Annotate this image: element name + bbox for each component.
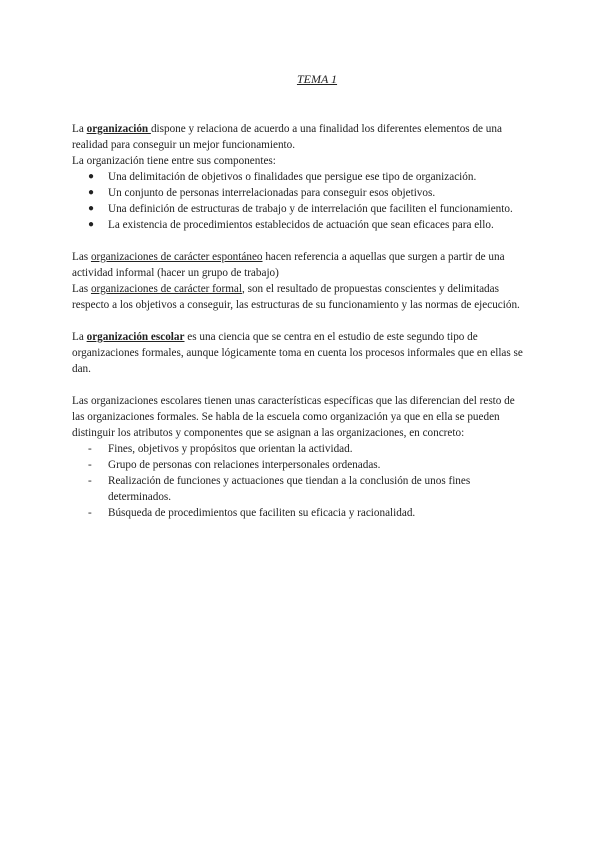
bullet-icon: ● bbox=[88, 171, 95, 182]
bullet-icon: ● bbox=[88, 203, 95, 214]
dash-icon: - bbox=[88, 459, 92, 471]
list-item-text: Grupo de personas con relaciones interpersonales ordenadas. bbox=[108, 459, 381, 471]
term-caracter-formal: organizaciones de carácter formal bbox=[90, 283, 243, 295]
document-body bbox=[72, 121, 528, 521]
list-item-text: Realización de funciones y actuaciones que tiendan a la conclusión de unos fines determinados. bbox=[108, 475, 471, 503]
list-item bbox=[72, 473, 528, 505]
paragraph-text: es una ciencia que se centra en el estudio de este segundo tipo de organizaciones formales, aunque lógicamente toma en cuenta los procesos informales que en ellas se dan. bbox=[72, 331, 523, 375]
paragraph-prefix: La bbox=[72, 331, 87, 343]
list-item-text: Fines, objetivos y propósitos que orientan la actividad. bbox=[108, 443, 353, 455]
list-item bbox=[72, 201, 528, 217]
list-item bbox=[72, 169, 528, 185]
paragraph-text: dispone y relaciona de acuerdo a una finalidad los diferentes elementos de una realidad para conseguir un mejor funcionamiento. bbox=[72, 123, 502, 151]
paragraph-informal bbox=[72, 249, 528, 281]
components-intro: La organización tiene entre sus componentes: bbox=[72, 155, 276, 167]
term-caracter-espontaneo: organizaciones de carácter espontáneo bbox=[90, 251, 263, 263]
list-item-text: Un conjunto de personas interrelacionadas para conseguir esos objetivos. bbox=[108, 187, 436, 199]
paragraph-caracteristicas: Las organizaciones escolares tienen unas características específicas que las diferencian del resto de las organizaciones formales. Se habla de la escuela como organización ya que en ella se pueden distinguir los atributos y componentes que se asignan a las organizaciones, en concreto: bbox=[72, 395, 515, 439]
bullet-icon: ● bbox=[88, 187, 95, 198]
attributes-list bbox=[72, 441, 528, 521]
document-title: TEMA 1 bbox=[296, 72, 338, 86]
paragraph-prefix: La bbox=[72, 123, 87, 135]
list-item bbox=[72, 217, 528, 233]
paragraph-text: hacen referencia a aquellas que surgen a partir de una actividad informal (hacer un grupo de trabajo) bbox=[72, 251, 505, 279]
list-item bbox=[72, 457, 528, 473]
term-organizacion-escolar: organización escolar bbox=[86, 331, 185, 343]
dash-icon: - bbox=[88, 475, 92, 487]
list-item-text: La existencia de procedimientos establecidos de actuación que sean eficaces para ello. bbox=[108, 219, 494, 231]
list-item bbox=[72, 441, 528, 457]
list-item-text: Búsqueda de procedimientos que faciliten su eficacia y racionalidad. bbox=[108, 507, 416, 519]
list-item bbox=[72, 505, 528, 521]
list-item bbox=[72, 185, 528, 201]
paragraph-prefix: Las bbox=[72, 251, 91, 263]
dash-icon: - bbox=[88, 443, 92, 455]
bullet-icon: ● bbox=[88, 219, 95, 230]
paragraph-formal bbox=[72, 281, 528, 313]
list-item-text: Una definición de estructuras de trabajo y de interrelación que faciliten el funcionamiento. bbox=[108, 203, 513, 215]
list-item-text: Una delimitación de objetivos o finalidades que persigue ese tipo de organización. bbox=[108, 171, 477, 183]
paragraph-prefix: Las bbox=[72, 283, 91, 295]
paragraph-spacer bbox=[72, 313, 528, 329]
paragraph-text: , son el resultado de propuestas conscientes y delimitadas respecto a los objetivos a conseguir, las estructuras de su funcionamiento y las normas de ejecución. bbox=[72, 283, 520, 311]
term-organizacion: organización bbox=[86, 123, 151, 135]
paragraph-escolar bbox=[72, 329, 528, 377]
dash-icon: - bbox=[88, 507, 92, 519]
paragraph-spacer bbox=[72, 233, 528, 249]
components-list bbox=[72, 169, 528, 233]
paragraph-spacer bbox=[72, 377, 528, 393]
paragraph-organizacion bbox=[72, 121, 528, 153]
